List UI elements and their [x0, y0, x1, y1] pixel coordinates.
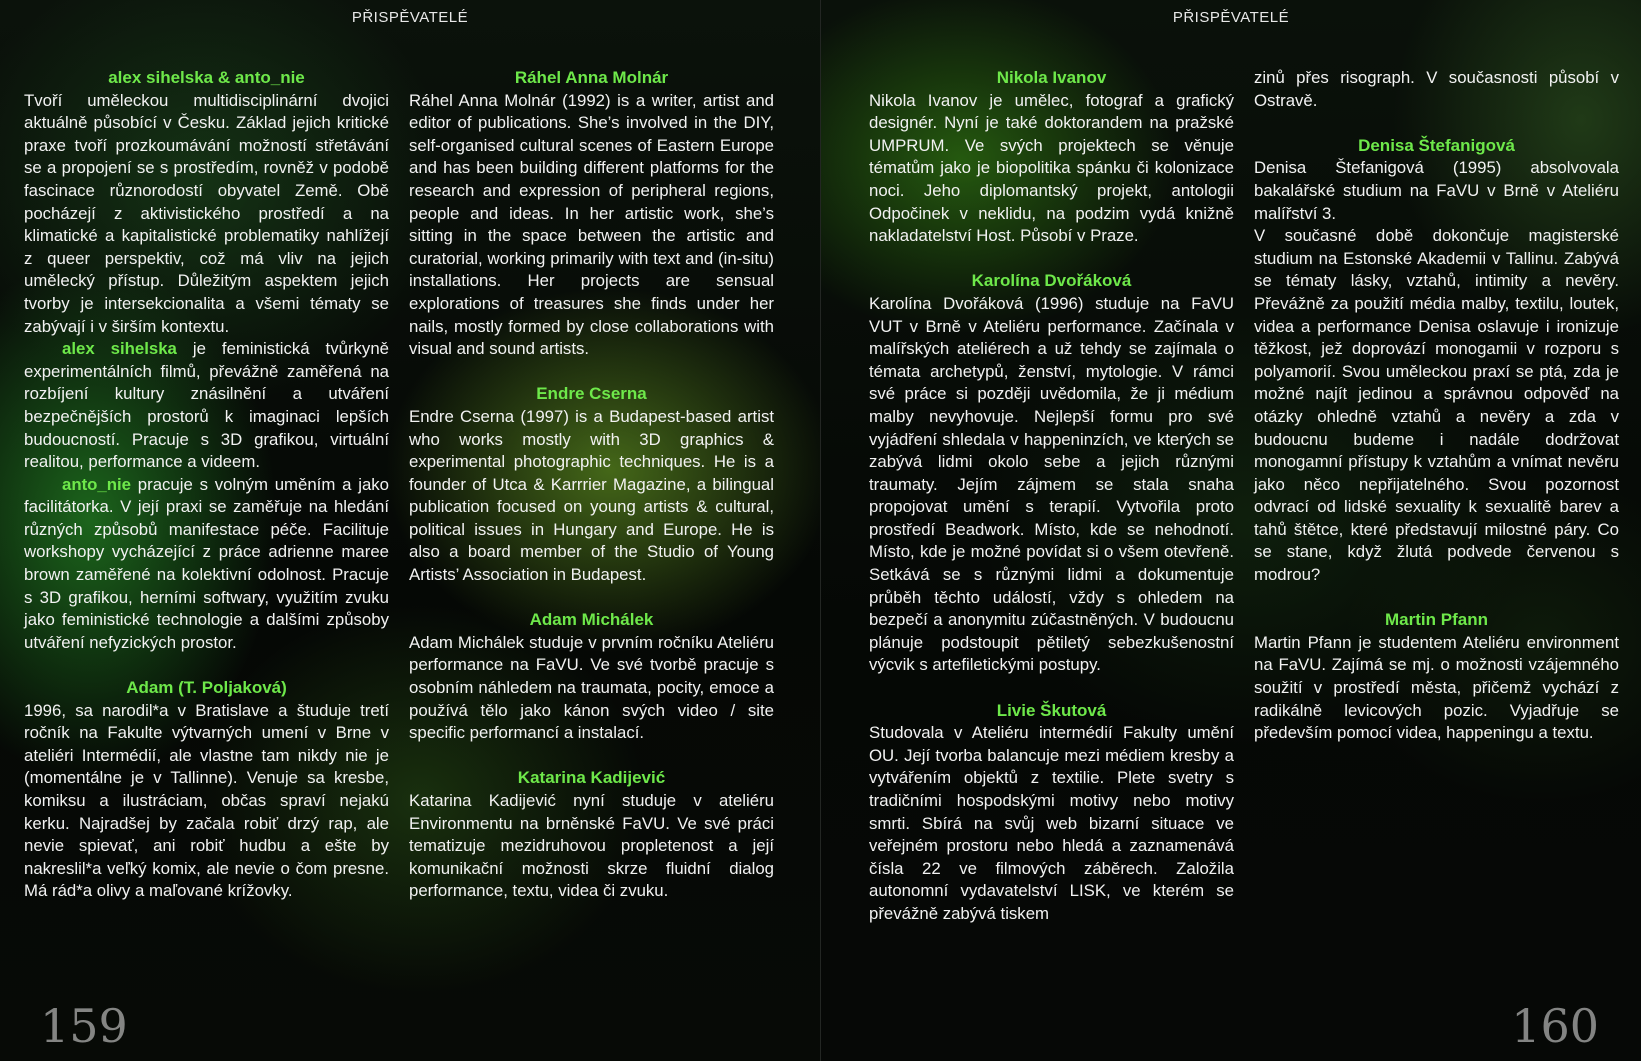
contributor-name: Ráhel Anna Molnár [514, 68, 669, 87]
contributor-bio: Ráhel Anna Molnár (1992) is a writer, artist and editor of publications. She’s involved in the DIY, self-organised cultural scenes of Eastern Europe and has been building different platforms for the research and expression of peripheral regions, people and ideas. In her artistic work, she’s sitting in the space between the artistic and curatorial, working primarily with text and (in-situ) installations. Her projects are sensual explorations of treasures she finds under her nails, mostly formed by close collaborations with visual and sound artists. [409, 90, 774, 359]
contributor-bio: Karolína Dvořáková (1996) studuje na FaVU VUT v Brně v Ateliéru performance. Začínala v malířských ateliérech a už tehdy se zajímala o témata archetypů, ženství, mytologie. V rámci své práce si později uvědomila, že ji médium malby nevyhovuje. Nejlepší formu pro své vyjádření shledala v happeninzích, ve kterých se zabývá lidmi okolo sebe a jejich různými traumaty. Jejím zájmem se stala snaha propojovat umění s terapií. Vytvořila proto prostředí Beadwork. Místo, kde se nehodnotí. Místo, kde je možné povídat si o všem otevřeně. Setkává se s různými lidmi a dokumentuje průběh těchto událostí, vždy s ohledem na bezpečí a anonymitu zúčastněných. V budoucnu plánuje podstoupit pětiletý sebezkušenostní výcvik s artefiletickými postupy. [869, 293, 1234, 675]
contributor-bio: Martin Pfann je studentem Ateliéru environment na FaVU. Zajímá se mj. o možnosti vzájemného soužití v prostředí města, přičemž vychází z radikálně levicových pozic. Vyjadřuje se především pomocí videa, happeningu a textu. [1254, 632, 1619, 743]
contributor-name: Adam (T. Poljaková) [126, 678, 287, 698]
bio-text: pracuje s volným uměním a jako facilitátorka. V její praxi se zaměřuje na hledání různých způsobů manifestace péče. Facilituje workshopy vycházející z práce adrienne maree brown zaměřené na kolektivní odolnost. Pracuje s 3D grafikou, herními softwary, využitím zvuku jako feministické technologie a dalšími způsoby utváření nefyzických prostor. [24, 474, 389, 652]
contributor-name: Martin Pfann [1385, 610, 1488, 630]
contributor-name: Nikola Ivanov [996, 68, 1107, 87]
column-3 [869, 67, 1234, 926]
column-4 [1254, 67, 1619, 745]
running-head: PŘISPĚVATELÉ [351, 9, 469, 26]
highlighted-name: alex sihelska [62, 339, 177, 359]
contributor-bio: Tvoří uměleckou multidisciplinární dvojici aktuálně působící v Česku. Základ jejich kritické praxe tvoří prozkoumávání možností střetávání se a propojení se s prostředím, rovněž v podobě fascinace různorodostí obyvatel Země. Obě pocházejí z aktivistického prostředí a na klimatické a kapitalistické problematiky nahlížejí z queer perspektiv, což má vliv na jejich umělecký přístup. Důležitým aspektem jejich tvorby je intersekcionalita a všemi tématy se zabývají i v širším kontextu. [24, 90, 389, 336]
column-1 [24, 67, 389, 903]
contributor-name: Karolína Dvořáková [971, 271, 1132, 291]
left-page [0, 0, 820, 1061]
contributor-name: Denisa Štefanigová [1358, 135, 1515, 155]
contributor-bio: 1996, sa narodil*a v Bratislave a študuje tretí ročník na Fakulte výtvarných umení v Brne v ateliéri Intermédií, ale vlastne tam nikdy nie je (momentálne je v Tallinne). Venuje sa kresbe, komiksu a ilustráciam, občas spraví nejakú kerku. Najradšej by začala robiť drzý rap, ale nevie spievať, ani robiť hudbu a ešte by nakreslil*a veľký komix, ale nevie o čom presne. Má rád*a olivy a maľované krížovky. [24, 700, 389, 901]
contributor-bio: V současné době dokončuje magisterské studium na Estonské Akademii v Tallinu. Zabývá se tématy lásky, vztahů, intimity a nevěry. Převážně za použití média malby, textilu, loutek, videa a performance Denisa oslavuje i ironizuje těžkost, jež doprovází monogamii v rozporu s polyamorií. Svou uměleckou praxí se ptá, zda je možné najít jedinou a správnou odpověď na otázky ohledně vztahů a nevěry a zda v budoucnu budeme i nadále dodržovat monogamní přístupy k vztahům a vnímat nevěru jako něco nepřijatelného. Svou pozornost odvrací od lidské sexuality k sexualitě barev a tahů štětce, které představují milostné páry. Co se stane, když žlutá podvede červenou s modrou? [1254, 226, 1619, 585]
bio-text: je feministická tvůrkyně experimentálních filmů, převážně zaměřená na rozbíjení kultury znásilnění a utváření bezpečnějších prostorů k imaginaci lepších budoucností. Pracuje s 3D grafikou, virtuální realitou, performance a videem. [24, 339, 389, 472]
contributor-name: Endre Cserna [536, 384, 647, 404]
contributor-bio: Studovala v Ateliéru intermédií Fakulty umění OU. Její tvorba balancuje mezi médiem kresby a vytvářením objektů z textilie. Plete svetry s tradičními hospodskými motivy nebo motivy smrti. Sbírá na svůj web bizarní situace ve veřejném prostoru nebo hledá a zaznamenává čísla 22 ve filmových záběrech. Založila autonomní vydavatelství LISK, ve kterém se převážně zabývá tiskem [869, 723, 1234, 923]
contributor-bio: Katarina Kadijević nyní studuje v ateliéru Environmentu na brněnské FaVU. Ve své práci tematizuje mezidruhovou propletenost a její komunikační možnosti skrze fluidní dialog performance, textu, videa či zvuku. [409, 791, 774, 901]
contributor-name: Adam Michálek [529, 610, 654, 630]
column-2 [409, 67, 774, 903]
contributor-bio-paragraph [24, 338, 389, 474]
highlighted-name: anto_nie [62, 474, 132, 494]
right-page [821, 0, 1641, 1061]
contributor-bio: Denisa Štefanigová (1995) absolvovala bakalářské studium na FaVU v Brně v Ateliéru malířství 3. [1254, 158, 1619, 223]
contributor-name: Katarina Kadijević [517, 768, 666, 788]
contributor-bio: Nikola Ivanov je umělec, fotograf a grafický designér. Nyní je také doktorandem na pražské UMPRUM. Ve svých projektech se věnuje tématům jako je biopolitika spánku či kolonizace noci. Jeho diplomantský projekt, antologii Odpočinek v neklidu, na podzim vydá knižně nakladatelství Host. Působí v Praze. [869, 90, 1234, 246]
running-head: PŘISPĚVATELÉ [1172, 9, 1290, 26]
contributor-bio-continued: zinů přes risograph. V současnosti působí v Ostravě. [1254, 68, 1619, 110]
contributor-name: Livie Škutová [996, 700, 1107, 720]
contributor-name: alex sihelska & anto_nie [108, 68, 305, 87]
contributor-bio-paragraph [24, 474, 389, 655]
page-number: 160 [1511, 999, 1599, 1053]
contributor-bio: Adam Michálek studuje v prvním ročníku Ateliéru performance na FaVU. Ve své tvorbě pracuje s osobním náhledem na traumata, pocity, emoce a používá tělo jako kánon svých video / site specific performancí a instalací. [409, 632, 774, 743]
page-number: 159 [40, 999, 128, 1053]
contributor-bio: Endre Cserna (1997) is a Budapest-based artist who works mostly with 3D graphics & experimental photographic techniques. He is a founder of Utca & Karrrier Magazine, a bilingual publication focused on young artists & cultural, political issues in Hungary and Europe. He is also a board member of the Studio of Young Artists’ Association in Budapest. [409, 406, 774, 585]
